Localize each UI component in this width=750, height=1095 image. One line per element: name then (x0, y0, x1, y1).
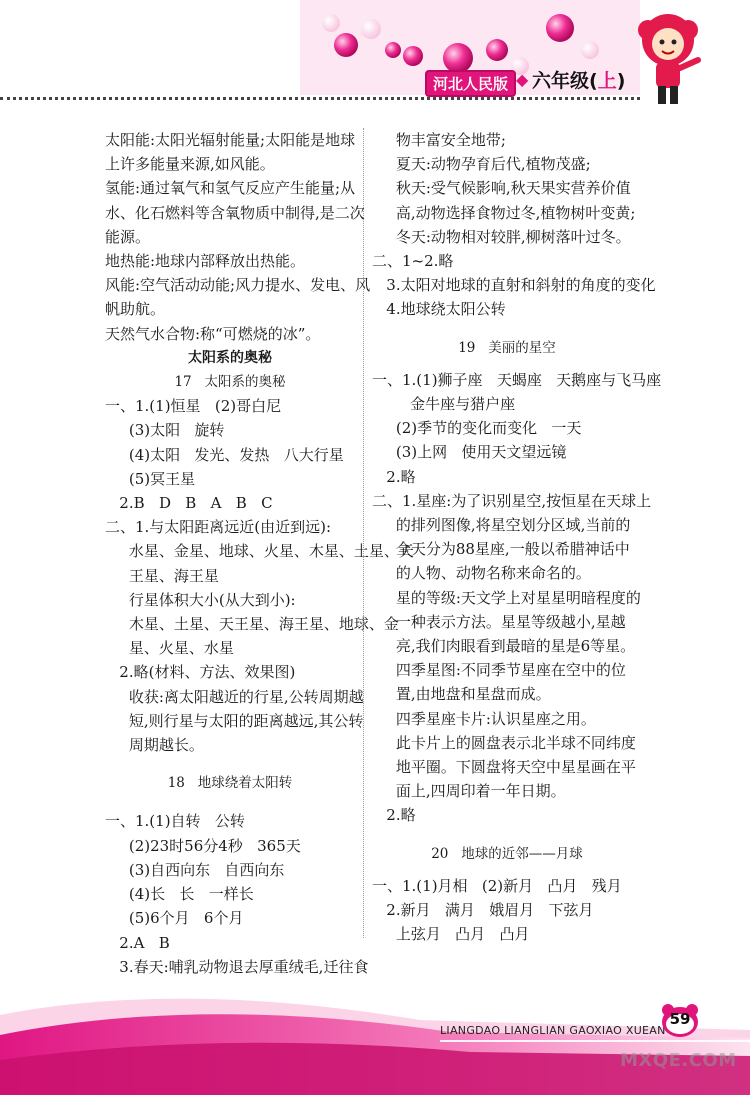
answer-line: 王星、海王星 (105, 566, 219, 585)
answer-line: 二、1.星座:为了识别星空,按恒星在天球上 (372, 491, 652, 510)
answer-line: 太阳能:太阳光辐射能量;太阳能是地球 (105, 131, 356, 149)
answer-line: 短,则行星与太阳的距离越远,其公转 (105, 711, 364, 730)
lesson-title: 20 地球的近邻——月球 (431, 845, 583, 862)
answer-line: 星的等级:天文学上对星星明暗程度的 (372, 588, 641, 607)
answer-line: 水星、金星、地球、火星、木星、土星、天 (105, 542, 414, 561)
answer-line: 一、1.(1)月相 (2)新月 凸月 残月 (372, 876, 622, 895)
answer-line: 秋天:受气候影响,秋天果实营养价值 (372, 179, 631, 198)
unit-heading: 太阳系的奥秘 (188, 349, 272, 366)
spacer (372, 322, 642, 336)
spacer (105, 757, 355, 771)
answer-line: 二、1.与太阳距离远近(由近到远): (105, 518, 332, 537)
answer-line: 收获:离太阳越近的行星,公转周期越 (105, 687, 364, 706)
header-dotted-rule (0, 97, 640, 100)
right-column (372, 128, 662, 947)
answer-line: 天然气水合物:称“可燃烧的冰”。 (105, 324, 321, 343)
answer-line: 能源。 (105, 227, 151, 246)
page-number-badge (660, 1002, 700, 1038)
answer-line: 4.地球绕太阳公转 (372, 300, 506, 319)
answer-line: 物丰富安全地带; (372, 131, 506, 149)
answer-line: 冬天:动物相对较胖,柳树落叶过冬。 (372, 227, 631, 246)
answer-line: 四季星座卡片:认识星座之用。 (372, 709, 596, 728)
answer-line: 行星体积大小(从大到小): (105, 590, 296, 609)
lesson-title: 18 地球绕着太阳转 (167, 775, 293, 792)
answer-line: 3.春天:哺乳动物退去厚重绒毛,迁往食 (105, 957, 369, 976)
answer-line: 2.略 (372, 467, 416, 486)
answer-line: 2.A B (105, 933, 170, 952)
page-number: 59 (669, 1010, 691, 1028)
lesson-title: 19 美丽的星空 (458, 339, 556, 356)
semester-text: 上 (597, 70, 617, 92)
answer-line: 上许多能量来源,如风能。 (105, 155, 275, 174)
answer-line: 2.B D B A B C (105, 494, 273, 513)
answer-line: 金牛座与猎户座 (372, 395, 516, 414)
answer-line: 夏天:动物孕育后代,植物茂盛; (372, 155, 591, 174)
answer-line: (4)长 长 一样长 (105, 885, 254, 904)
spacer (372, 360, 642, 368)
answer-line: 周期越长。 (105, 736, 204, 755)
answer-line: 此卡片上的圆盘表示北半球不同纬度 (372, 733, 636, 752)
spacer (372, 866, 642, 874)
answer-line: 2.新月 满月 娥眉月 下弦月 (372, 901, 594, 920)
column-divider (363, 128, 364, 938)
mascot-illustration (628, 10, 708, 108)
answer-line: 上弦月 凸月 凸月 (372, 925, 530, 944)
answer-line: (5)冥王星 (105, 469, 196, 488)
answer-line: (3)太阳 旋转 (105, 421, 225, 440)
semester-open-paren: ( (589, 70, 598, 92)
answer-line: (4)太阳 发光、发热 八大行星 (105, 445, 344, 464)
answer-line: 四季星图:不同季节星座在空中的位 (372, 661, 626, 680)
lesson-title: 17 太阳系的奥秘 (174, 374, 286, 391)
answer-line: (2)季节的变化而变化 一天 (372, 419, 582, 438)
answer-line: 2.略 (372, 806, 416, 825)
grade-label (532, 66, 625, 93)
answer-line: 地平圈。下圆盘将天空中星星画在平 (372, 758, 636, 777)
answer-line: 高,动物选择食物过冬,植物树叶变黄; (372, 203, 636, 222)
site-watermark: MXQE.COM (620, 1050, 737, 1071)
answer-line: 风能:空气活动动能;风力提水、发电、风 (105, 276, 371, 295)
series-footer-text: LIANGDAO LIANGLIAN GAOXIAO XUEAN (440, 1024, 666, 1037)
answer-line: 3.太阳对地球的直射和斜射的角度的变化 (372, 276, 656, 295)
edition-badge: 河北人民版 (425, 70, 516, 97)
answer-line: 的人物、动物名称来命名的。 (372, 564, 591, 583)
answer-line: 全天分为88星座,一般以希腊神话中 (372, 540, 630, 559)
answer-line: 一、1.(1)恒星 (2)哥白尼 (105, 397, 282, 416)
spacer (105, 795, 355, 809)
answer-line: 2.略(材料、方法、效果图) (105, 663, 296, 682)
answer-line: 星、火星、水星 (105, 639, 234, 658)
answer-line: (5)6个月 6个月 (105, 909, 244, 928)
answer-line: 帆助航。 (105, 300, 166, 319)
answer-line: (3)自西向东 自西向东 (105, 860, 285, 879)
answer-line: 氢能:通过氧气和氢气反应产生能量;从 (105, 179, 356, 198)
answer-line: 一、1.(1)狮子座 天蝎座 天鹅座与飞马座 (372, 370, 662, 389)
answer-line: 的排列图像,将星空划分区域,当前的 (372, 516, 631, 535)
grade-text: 六年级 (532, 70, 590, 92)
answer-line: 置,由地盘和星盘而成。 (372, 685, 551, 704)
answer-line: 二、1~2.略 (372, 252, 454, 271)
diamond-icon: ◆ (516, 70, 529, 89)
answer-line: 一种表示方法。星星等级越小,星越 (372, 612, 626, 631)
answer-line: 木星、土星、天王星、海王星、地球、金 (105, 615, 399, 634)
answer-line: 面上,四周印着一年日期。 (372, 782, 566, 801)
answer-line: (3)上网 使用天文望远镜 (372, 443, 567, 462)
answer-line: 一、1.(1)自转 公转 (105, 812, 245, 831)
answer-line: (2)23时56分4秒 365天 (105, 836, 301, 855)
spacer (372, 828, 642, 842)
answer-line: 地热能:地球内部释放出热能。 (105, 252, 306, 271)
semester-close-paren: ) (616, 70, 626, 92)
answer-line: 水、化石燃料等含氧物质中制得,是二次 (105, 203, 365, 222)
answer-line: 亮,我们肉眼看到最暗的星是6等星。 (372, 637, 636, 656)
